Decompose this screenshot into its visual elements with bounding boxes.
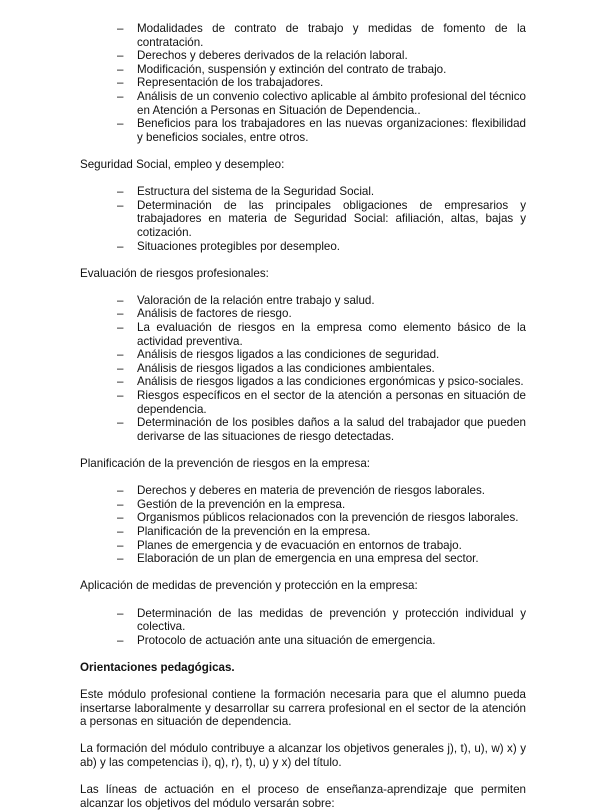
dash-bullet-icon: – [117,497,124,511]
dash-bullet-icon: – [117,361,124,375]
dash-bullet-icon: – [117,239,124,253]
list-item: – Determinación de las principales obligaciones de empresarios y trabajadores en materia de Seguridad Social: afiliación, altas, bajas y cotización. [117,198,526,239]
list-item: – Análisis de riesgos ligados a las condiciones ambientales. [117,361,435,375]
list-contratos [80,22,526,144]
list-evaluacion-riesgos [80,294,526,444]
section-heading-planificacion: Planificación de la prevención de riesgos en la empresa: [80,457,371,470]
paragraph: Las líneas de actuación en el proceso de enseñanza-aprendizaje que permiten alcanzar los objetivos del módulo versarán sobre: [80,783,526,810]
dash-bullet-icon: – [117,49,124,63]
list-item: – Situaciones protegibles por desempleo. [117,239,341,253]
dash-bullet-icon: – [117,606,124,620]
list-item: – Determinación de las medidas de prevención y protección individual y colectiva. [117,606,526,634]
document-page [80,22,526,810]
list-item: – Modalidades de contrato de trabajo y medidas de fomento de la contratación. [117,22,526,49]
section-heading-seguridad-social: Seguridad Social, empleo y desempleo: [80,157,285,171]
dash-bullet-icon: – [117,321,124,335]
dash-bullet-icon: – [117,389,124,403]
section-heading-evaluacion-riesgos: Evaluación de riesgos profesionales: [80,266,269,280]
list-item: – Análisis de un convenio colectivo aplicable al ámbito profesional del técnico en Atención a Personas en Situación de Dependencia.. [117,89,526,117]
paragraph: La formación del módulo contribuye a alcanzar los objetivos generales j), t), u), w) x) y ab) y las competencias i), q), r), t), u) y x) del título. [80,742,526,770]
orientaciones-title: Orientaciones pedagógicas. [80,660,235,674]
dash-bullet-icon: – [117,62,124,76]
list-item: – Análisis de riesgos ligados a las condiciones de seguridad. [117,348,440,362]
list-planificacion [80,484,526,566]
list-item: – Riesgos específicos en el sector de la atención a personas en situación de dependencia. [117,389,526,416]
list-seguridad-social [80,185,526,253]
list-item: – Modificación, suspensión y extinción del contrato de trabajo. [117,62,447,76]
section-heading-aplicacion-medidas: Aplicación de medidas de prevención y protección en la empresa: [80,579,418,593]
dash-bullet-icon: – [117,348,124,362]
list-item: – Protocolo de actuación ante una situación de emergencia. [117,633,436,647]
dash-bullet-icon: – [117,76,124,90]
dash-bullet-icon: – [117,185,124,199]
list-item: – Estructura del sistema de la Seguridad Social. [117,185,375,199]
dash-bullet-icon: – [117,307,124,321]
list-item: – Derechos y deberes en materia de prevención de riesgos laborales. [117,484,486,498]
list-item: – Organismos públicos relacionados con la prevención de riesgos laborales. [117,511,519,525]
list-item: – Planificación de la prevención en la empresa. [117,524,371,538]
dash-bullet-icon: – [117,293,124,307]
dash-bullet-icon: – [117,89,124,103]
list-item: – Análisis de factores de riesgo. [117,307,292,321]
list-item: – Derechos y deberes derivados de la relación laboral. [117,49,408,63]
dash-bullet-icon: – [117,633,124,647]
dash-bullet-icon: – [117,416,124,430]
list-item: – Valoración de la relación entre trabajo y salud. [117,293,375,307]
dash-bullet-icon: – [117,117,124,131]
list-item: – Análisis de riesgos ligados a las condiciones ergonómicas y psico-sociales. [117,375,524,389]
dash-bullet-icon: – [117,22,124,35]
list-item: – Representación de los trabajadores. [117,76,324,90]
list-aplicacion-medidas [80,607,526,648]
list-item: – Gestión de la prevención en la empresa. [117,497,346,511]
dash-bullet-icon: – [117,484,124,498]
list-item: – Planes de emergencia y de evacuación en entornos de trabajo. [117,538,462,552]
dash-bullet-icon: – [117,198,124,212]
dash-bullet-icon: – [117,511,124,525]
list-item: – La evaluación de riesgos en la empresa como elemento básico de la actividad preventiva. [117,321,526,348]
list-item: – Beneficios para los trabajadores en las nuevas organizaciones: flexibilidad y beneficios sociales, entre otros. [117,117,526,144]
dash-bullet-icon: – [117,552,124,566]
dash-bullet-icon: – [117,538,124,552]
dash-bullet-icon: – [117,524,124,538]
dash-bullet-icon: – [117,375,124,389]
list-item: – Elaboración de un plan de emergencia en una empresa del sector. [117,552,479,566]
paragraph: Este módulo profesional contiene la formación necesaria para que el alumno pueda insertarse laboralmente y desarrollar su carrera profesional en el sector de la atención a personas en situación de dependencia. [80,688,526,729]
list-item: – Determinación de los posibles daños a la salud del trabajador que pueden derivarse de las situaciones de riesgo detectadas. [117,416,526,443]
